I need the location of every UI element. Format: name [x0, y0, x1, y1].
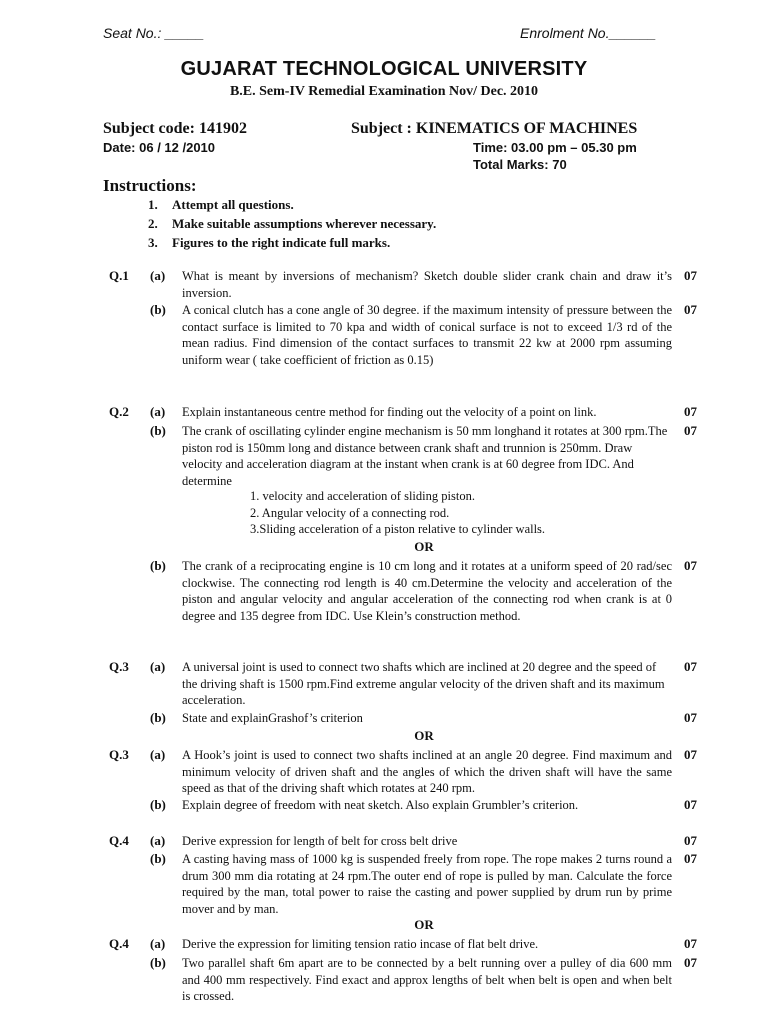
or-separator: OR	[414, 917, 434, 932]
question-text: A conical clutch has a cone angle of 30 degree. if the maximum intensity of pressure between the contact surface is limited to 70 kpa and width of conical surface is not to exceed 1/3 rd of the mean radius. Find dimension of the contact surfaces to transmit 22 kw at 2000 rpm assuming uniform wear ( take coefficient of friction as 0.15)	[182, 303, 672, 367]
question-marks: 07	[684, 936, 697, 951]
question-marks: 07	[684, 558, 697, 573]
question-marks: 07	[684, 710, 697, 725]
question-text: Explain degree of freedom with neat sketch. Also explain Grumbler’s criterion.	[182, 798, 579, 812]
question-marks: 07	[684, 851, 697, 866]
question-marks: 07	[684, 797, 697, 812]
question-marks: 07	[684, 423, 697, 438]
instruction-item	[148, 197, 294, 213]
university-title: GUJARAT TECHNOLOGICAL UNIVERSITY	[180, 58, 588, 80]
exam-time: Time: 03.00 pm – 05.30 pm	[473, 140, 637, 155]
seat-number: Seat No.: _____	[103, 25, 205, 41]
sub-item: 3.Sliding acceleration of a piston relative to cylinder walls.	[250, 522, 546, 536]
part-label: (a)	[150, 833, 166, 848]
part-label: (a)	[150, 404, 166, 419]
part-label: (a)	[150, 936, 166, 951]
sub-item: 2. Angular velocity of a connecting rod.	[250, 506, 450, 520]
part-label: (b)	[150, 302, 166, 317]
question-text: The crank of a reciprocating engine is 10 cm long and it rotates at a uniform speed of 20 rad/sec clockwise. The connecting rod length is 40 cm.Determine the velocity and acceleration of the piston and angular velocity and angular acceleration of the connecting rod when crank is at 0 degree and 135 degree from IDC. Use Klein’s construction method.	[182, 559, 672, 623]
part-label: (b)	[150, 558, 166, 573]
question-marks: 07	[684, 955, 697, 970]
question-text: A casting having mass of 1000 kg is suspended freely from rope. The rope makes 2 turns round a drum 300 mm dia rotating at 24 rpm.The outer end of rope is pulled by man. Calculate the force required by the man, total power to raise the casting and power supplied by drum run by prime mover and by man.	[182, 852, 672, 916]
part-label: (a)	[150, 747, 166, 762]
instruction-number: 2.	[148, 216, 158, 231]
question-text: The crank of oscillating cylinder engine mechanism is 50 mm longhand it rotates at 300 rpm.The piston rod is 150mm long and distance between crank shaft and trunnion is 250mm. Draw velocity and acceleration diagram at the instant when crank is at 60 degree from IDC. And determine	[182, 424, 668, 488]
part-label: (b)	[150, 955, 166, 970]
exam-title: B.E. Sem-IV Remedial Examination Nov/ Dec. 2010	[229, 84, 539, 99]
question-text: Derive the expression for limiting tension ratio incase of flat belt drive.	[182, 937, 539, 951]
question-number: Q.4	[109, 936, 129, 951]
question-marks: 07	[684, 659, 697, 674]
instruction-text: Make suitable assumptions wherever necessary.	[172, 216, 437, 231]
question-text: What is meant by inversions of mechanism? Sketch double slider crank chain and draw it’s inversion.	[182, 269, 672, 300]
question-marks: 07	[684, 747, 697, 762]
enrolment-number: Enrolment No.______	[520, 25, 657, 41]
instruction-text: Attempt all questions.	[172, 197, 294, 212]
part-label: (b)	[150, 797, 166, 812]
sub-item: 1. velocity and acceleration of sliding piston.	[250, 489, 475, 503]
total-marks: Total Marks: 70	[473, 157, 567, 172]
question-text: Derive expression for length of belt for cross belt drive	[182, 834, 458, 848]
question-text: A Hook’s joint is used to connect two shafts inclined at an angle 20 degree. Find maximum and minimum velocity of driven shaft and the angles of which the driven shaft will have the same speed as that of the driving shaft which rotates at 240 rpm.	[182, 748, 672, 795]
instruction-text: Figures to the right indicate full marks.	[172, 235, 391, 250]
instructions-heading: Instructions:	[103, 176, 197, 195]
part-label: (a)	[150, 268, 166, 283]
exam-date: Date: 06 / 12 /2010	[103, 140, 216, 155]
question-marks: 07	[684, 833, 697, 848]
question-marks: 07	[684, 302, 697, 317]
subject-code: Subject code: 141902	[103, 120, 247, 137]
part-label: (a)	[150, 659, 166, 674]
question-text: Two parallel shaft 6m apart are to be connected by a belt running over a pulley of dia 600 mm and 400 mm respectively. Find exact and approx lengths of belt when belt is open and when belt is crossed.	[182, 956, 672, 1003]
question-text: Explain instantaneous centre method for finding out the velocity of a point on link.	[182, 405, 597, 419]
or-separator: OR	[414, 728, 434, 743]
instruction-item	[148, 235, 390, 251]
part-label: (b)	[150, 710, 166, 725]
part-label: (b)	[150, 851, 166, 866]
instruction-item	[148, 216, 436, 232]
question-number: Q.1	[109, 268, 129, 283]
question-number: Q.3	[109, 659, 129, 674]
instruction-number: 3.	[148, 235, 158, 250]
question-number: Q.4	[109, 833, 129, 848]
question-text: State and explainGrashof’s criterion	[182, 711, 363, 725]
subject-name: Subject : KINEMATICS OF MACHINES	[351, 120, 638, 137]
instruction-number: 1.	[148, 197, 158, 212]
question-number: Q.2	[109, 404, 129, 419]
part-label: (b)	[150, 423, 166, 438]
question-marks: 07	[684, 268, 697, 283]
question-text: A universal joint is used to connect two shafts which are inclined at 20 degree and the speed of the driving shaft is 1500 rpm.Find extreme angular velocity of the driven shaft and its maximum acceleration.	[182, 660, 665, 707]
question-number: Q.3	[109, 747, 129, 762]
or-separator: OR	[414, 539, 434, 554]
question-marks: 07	[684, 404, 697, 419]
